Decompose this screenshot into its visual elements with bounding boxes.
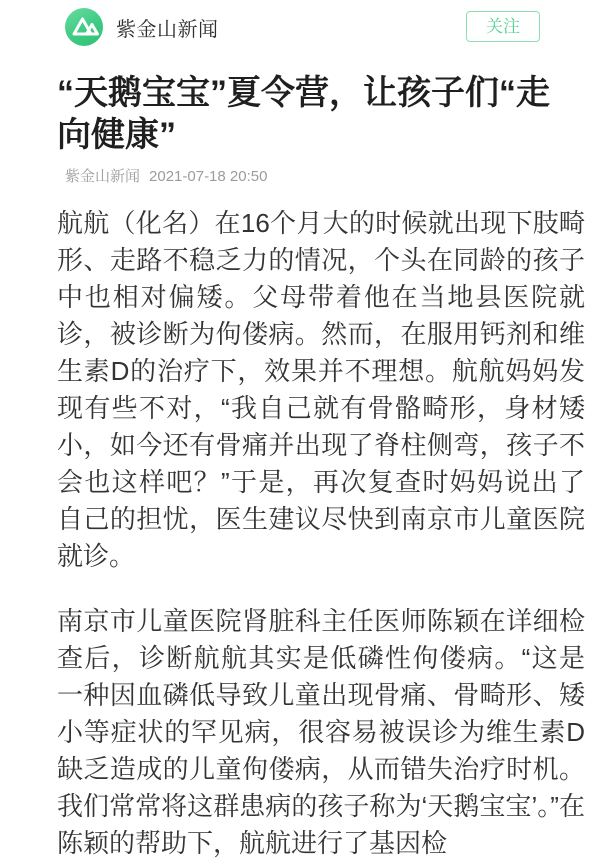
publisher-header (65, 7, 540, 47)
article-body (57, 205, 585, 858)
follow-button[interactable]: 关注 (466, 11, 540, 42)
byline-datetime: 2021-07-18 20:50 (149, 168, 268, 185)
publisher-name[interactable]: 紫金山新闻 (116, 18, 219, 41)
byline-source: 紫金山新闻 (65, 168, 141, 185)
mountain-logo-icon (65, 8, 103, 46)
article-byline (65, 167, 585, 187)
article-paragraph: 航航（化名）在16个月大的时候就出现下肢畸形、走路不稳乏力的情况，个头在同龄的孩子中也相对偏矮。父母带着他在当地县医院就诊，被诊断为佝偻病。然而，在服用钙剂和维生素D的治疗下，效果并不理想。航航妈妈发现有些不对，“我自己就有骨骼畸形，身材矮小，如今还有骨痛并出现了脊柱侧弯，孩子不会也这样吧？”于是，再次复查时妈妈说出了自己的担忧，医生建议尽快到南京市儿童医院就诊。 (57, 208, 585, 571)
article-title: “天鹅宝宝”夏令营，让孩子们“走向健康” (57, 74, 550, 154)
publisher-avatar[interactable] (65, 8, 103, 46)
article-paragraph: 南京市儿童医院肾脏科主任医师陈颖在详细检查后，诊断航航其实是低磷性佝偻病。“这是一种因血磷低导致儿童出现骨痛、骨畸形、矮小等症状的罕见病，很容易被误诊为维生素D缺乏造成的儿童佝偻病，从而错失治疗时机。我们常常将这群患病的孩子称为‘天鹅宝宝’。”在陈颖的帮助下，航航进行了基因检 (57, 606, 585, 858)
